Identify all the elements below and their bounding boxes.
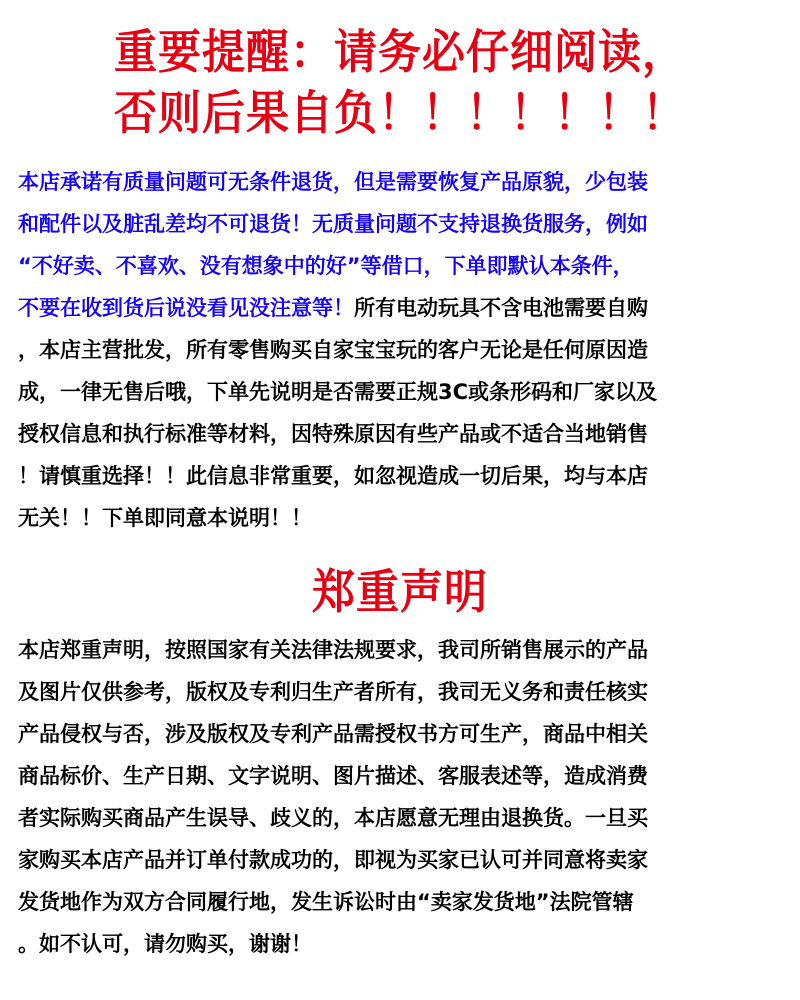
- policy-line-black-part: 所有电动玩具不含电池需要自购: [354, 296, 648, 320]
- policy-line: 成，一律无售后哦，下单先说明是否需要正规3C或条形码和厂家以及: [18, 380, 658, 404]
- policy-line-mixed: [18, 287, 788, 329]
- policy-line: ，本店主营批发，所有零售购买自家宝宝玩的客户无论是任何原因造: [18, 338, 648, 362]
- statement-line: 产品侵权与否，涉及版权及专利产品需授权书方可生产，商品中相关: [18, 722, 648, 746]
- policy-line: 本店承诺有质量问题可无条件退货，但是需要恢复产品原貌，少包装: [18, 170, 648, 194]
- warning-title-line-2: 否则后果自负！！！！！！！: [114, 86, 686, 141]
- statement-line: 发货地作为双方合同履行地，发生诉讼时由“卖家发货地”法院管辖: [18, 890, 634, 914]
- warning-title: [0, 26, 800, 142]
- policy-line: 和配件以及脏乱差均不可退货！无质量问题不支持退换货服务，例如: [18, 212, 648, 236]
- policy-line-blue-part: 不要在收到货后说没看见没注意等！: [18, 296, 354, 320]
- statement-line: 商品标价、生产日期、文字说明、图片描述、客服表述等，造成消费: [18, 764, 648, 788]
- statement-line: 。如不认可，请勿购买，谢谢！: [18, 932, 312, 956]
- warning-title-line-1: 重要提醒：请务必仔细阅读，: [114, 25, 686, 80]
- policy-line: 无关！！下单即同意本说明！！: [18, 506, 312, 530]
- statement-line: 本店郑重声明，按照国家有关法律法规要求，我司所销售展示的产品: [18, 638, 648, 662]
- statement-line: 家购买本店产品并订单付款成功的，即视为买家已认可并同意将卖家: [18, 848, 648, 872]
- return-policy-text: [18, 161, 788, 539]
- statement-title: 郑重声明: [312, 565, 488, 620]
- statement-title-block: [0, 566, 800, 621]
- statement-line: 者实际购买商品产生误导、歧义的，本店愿意无理由退换货。一旦买: [18, 806, 648, 830]
- policy-line: ！请慎重选择！！此信息非常重要，如忽视造成一切后果，均与本店: [18, 464, 648, 488]
- statement-text: [18, 629, 788, 965]
- policy-line: 授权信息和执行标准等材料，因特殊原因有些产品或不适合当地销售: [18, 422, 648, 446]
- policy-line: “不好卖、不喜欢、没有想象中的好”等借口，下单即默认本条件，: [18, 254, 634, 278]
- statement-line: 及图片仅供参考，版权及专利归生产者所有，我司无义务和责任核实: [18, 680, 648, 704]
